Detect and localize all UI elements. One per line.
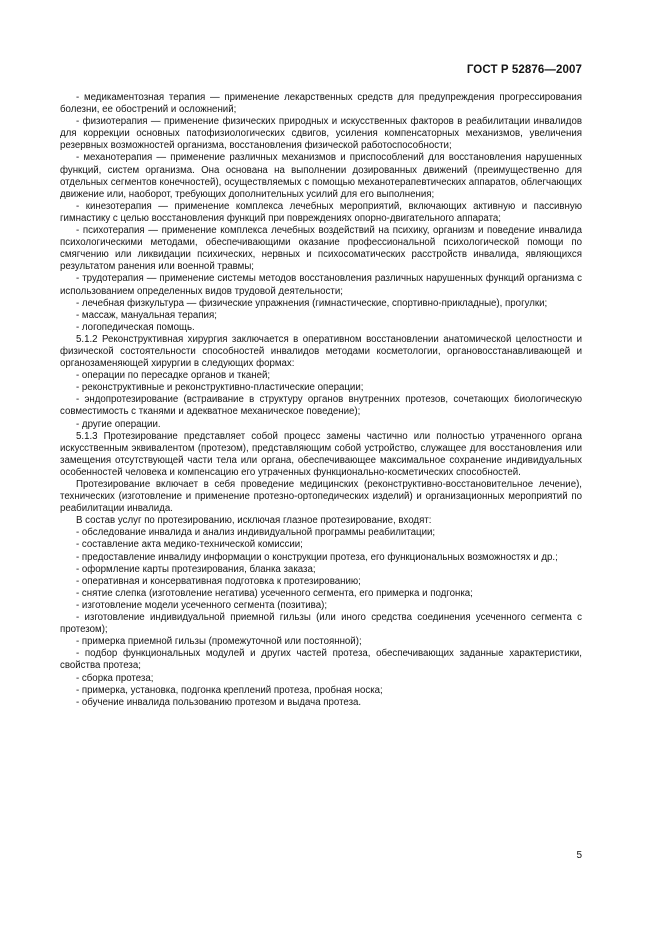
paragraph: - подбор функциональных модулей и других частей протеза, обеспечивающих заданные характеристики, свойства протеза; — [60, 648, 582, 672]
paragraph: - обследование инвалида и анализ индивидуальной программы реабилитации; — [76, 527, 436, 539]
page-number: 5 — [576, 850, 582, 861]
paragraph: - лечебная физкультура — физические упражнения (гимнастические, спортивно-прикладные), прогулки; — [76, 297, 548, 309]
paragraph: - механотерапия — применение различных механизмов и приспособлений для восстановления нарушенных функций, систем организма. Она основана на выполнении дозированных движений (преимущественно для отдельных сегментов конечностей), осуществляемых с помощью механотерапевтических аппаратов, облегчающих движение или, наоборот, требующих дополнительных усилий для его выполнения; — [60, 152, 582, 200]
paragraph: - логопедическая помощь. — [76, 321, 195, 333]
paragraph: - обучение инвалида пользованию протезом и выдача протеза. — [76, 696, 362, 708]
paragraph: - изготовление модели усеченного сегмента (позитива); — [76, 599, 328, 611]
paragraph: - медикаментозная терапия — применение лекарственных средств для предупреждения прогрессирования болезни, ее обострений и осложнений; — [60, 92, 582, 116]
paragraph: - изготовление индивидуальной приемной гильзы (или иного средства соединения усеченного сегмента с протезом); — [60, 612, 582, 636]
paragraph: - эндопротезирование (встраивание в структуру органов внутренних протезов, сочетающих биологическую совместимость с тканями и адекватное механическое поведение); — [60, 394, 582, 418]
paragraph: 5.1.2 Реконструктивная хирургия заключается в оперативном восстановлении анатомической целостности и физической состоятельности способностей инвалидов методами косметологии, органовосстанавливающей и органозаменяющей хирургии в следующих формах: — [60, 333, 582, 370]
paragraph: - оформление карты протезирования, бланка заказа; — [76, 563, 316, 575]
paragraph: - снятие слепка (изготовление негатива) усеченного сегмента, его примерка и подгонка; — [76, 587, 473, 599]
document-body — [60, 92, 582, 709]
paragraph: - реконструктивные и реконструктивно-пластические операции; — [76, 382, 364, 394]
paragraph: - психотерапия — применение комплекса лечебных воздействий на психику, организм и поведение инвалида психологическими методами, обеспечивающими оказание профессиональной психологической помощи по смягчению или ликвидации психических, нервных и психосоматических расстройств инвалида, являющихся результатом ранения или военной травмы; — [60, 225, 582, 273]
paragraph: - примерка приемной гильзы (промежуточной или постоянной); — [76, 636, 362, 648]
paragraph: - физиотерапия — применение физических природных и искусственных факторов в реабилитации инвалидов для коррекции основных патофизиологических сдвигов, усиления компенсаторных механизмов, увеличения резервных возможностей организма, восстановления физической работоспособности; — [60, 116, 582, 152]
paragraph: - примерка, установка, подгонка креплений протеза, пробная носка; — [76, 684, 383, 696]
paragraph: В состав услуг по протезированию, исключая глазное протезирование, входят: — [76, 515, 432, 527]
paragraph: - оперативная и консервативная подготовка к протезированию; — [76, 575, 361, 587]
paragraph: - трудотерапия — применение системы методов восстановления различных нарушенных функций организма с использованием определенных видов трудовой деятельности; — [60, 273, 582, 297]
paragraph: - кинезотерапия — применение комплекса лечебных мероприятий, включающих активную и пассивную гимнастику с целью восстановления функций при повреждениях опорно-двигательного аппарата; — [60, 200, 582, 224]
paragraph: - другие операции. — [76, 418, 161, 430]
paragraph: - операции по пересадке органов и тканей; — [76, 370, 271, 382]
paragraph: - сборка протеза; — [76, 672, 154, 684]
standard-code: ГОСТ Р 52876—2007 — [466, 64, 582, 76]
paragraph: - составление акта медико-технической комиссии; — [76, 539, 303, 551]
paragraph: Протезирование включает в себя проведение медицинских (реконструктивно-восстановительное лечение), технических (изготовление и применение протезно-ортопедических изделий) и организационных мероприятий по реабилитации инвалида. — [60, 479, 582, 515]
paragraph: - массаж, мануальная терапия; — [76, 309, 217, 321]
paragraph: 5.1.3 Протезирование представляет собой процесс замены частично или полностью утраченного органа искусственным эквивалентом (протезом), представляющим собой устройство, служащее для восстановления или замещения отсутствующей части тела или органа, обеспечивающее максимальное сохранение индивидуальных особенностей человека и компенсацию его утраченных функционально-косметических способностей. — [60, 430, 582, 478]
paragraph: - предоставление инвалиду информации о конструкции протеза, его функциональных возможностях и др.; — [76, 551, 558, 563]
